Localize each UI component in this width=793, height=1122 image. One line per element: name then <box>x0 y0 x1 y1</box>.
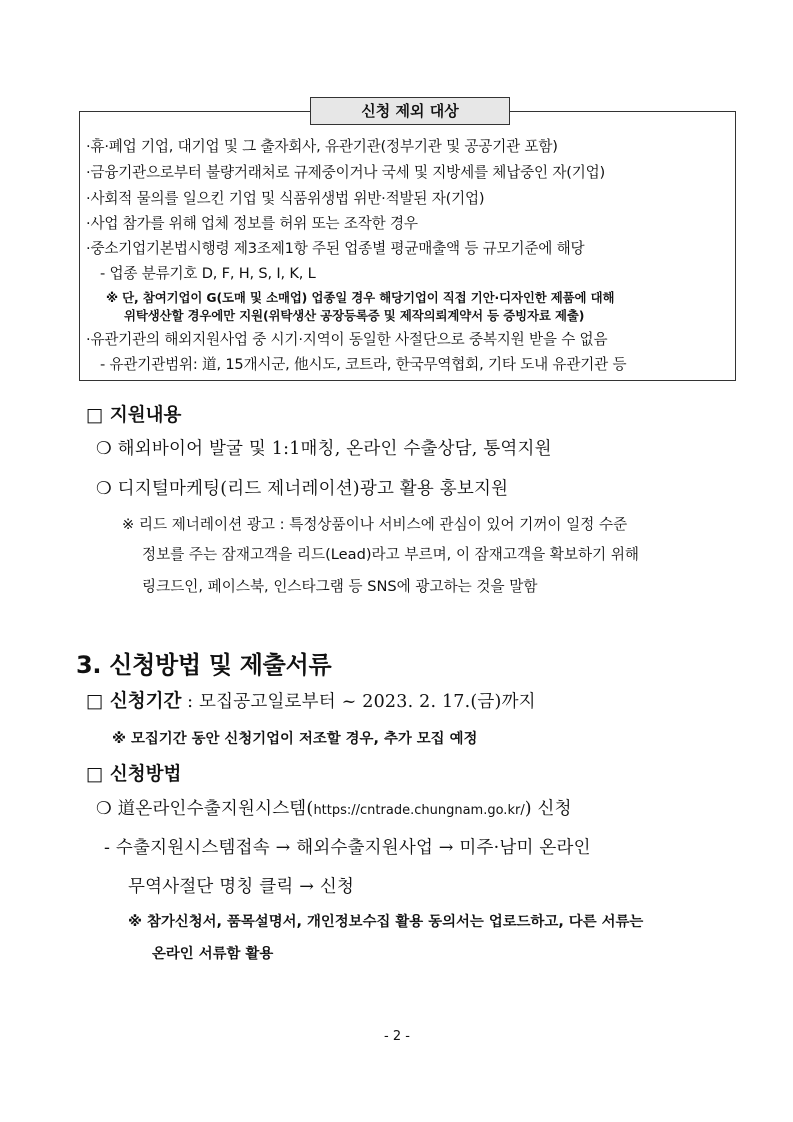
application-method-text: ❍ 道온라인수출지원시스템( <box>96 799 314 819</box>
lead-generation-note-line-3: 링크드인, 페이스북, 인스타그램 등 SNS에 광고하는 것을 말함 <box>142 578 538 595</box>
page-number: - 2 - <box>384 1029 410 1044</box>
exclusion-item-duplicate-support: ·유관기관의 해외지원사업 중 시기·지역이 동일한 사절단으로 중복지원 받을 수 없음 <box>86 331 608 348</box>
upload-note-line-2: 온라인 서류함 활용 <box>152 946 274 962</box>
application-step-line-2: 무역사절단 명칭 클릭 → 신청 <box>128 877 355 897</box>
support-heading: □ 지원내용 <box>86 405 182 426</box>
lead-generation-note-line-1: ※ 리드 제너레이션 광고 : 특정상품이나 서비스에 관심이 있어 기꺼이 일정 수준 <box>122 516 628 533</box>
exclusion-sub-related-agencies: - 유관기관범위: 道, 15개시군, 他시도, 코트라, 한국무역협회, 기타 도내 유관기관 등 <box>100 356 627 373</box>
support-item-digital-marketing: ❍ 디지털마케팅(리드 제너레이션)광고 활용 홍보지원 <box>96 479 509 499</box>
application-method-text-end: ) 신청 <box>524 799 572 819</box>
application-method-heading: □ 신청방법 <box>86 764 182 785</box>
exclusion-item-false-info: ·사업 참가를 위해 업체 정보를 허위 또는 조작한 경우 <box>86 215 418 232</box>
upload-note-line-1: ※ 참가신청서, 품목설명서, 개인정보수집 활용 동의서는 업로드하고, 다른 서류는 <box>128 914 644 930</box>
section-3-title: 3. 신청방법 및 제출서류 <box>76 651 332 679</box>
exclusion-note-line-1: ※ 단, 참여기업이 G(도매 및 소매업) 업종일 경우 해당기업이 직접 기안·디자인한 제품에 대해 <box>106 290 615 305</box>
exclusion-item-closed-businesses: ·휴·폐업 기업, 대기업 및 그 출자회사, 유관기관(정부기관 및 공공기관 포함) <box>86 138 558 155</box>
exclusion-sub-industry-codes: - 업종 분류기호 D, F, H, S, I, K, L <box>100 265 316 282</box>
support-item-buyer-matching: ❍ 해외바이어 발굴 및 1:1매칭, 온라인 수출상담, 통역지원 <box>96 439 552 459</box>
application-step-line-1: - 수출지원시스템접속 → 해외수출지원사업 → 미주·남미 온라인 <box>104 838 591 858</box>
application-system-url[interactable]: https://cntrade.chungnam.go.kr/ <box>313 803 525 818</box>
lead-generation-note-line-2: 정보를 주는 잠재고객을 리드(Lead)라고 부르며, 이 잠재고객을 확보하기 위해 <box>142 546 640 563</box>
exclusion-note-line-2: 위탁생산할 경우에만 지원(위탁생산 공장등록증 및 제작의뢰계약서 등 증빙자료 제출) <box>124 308 585 323</box>
application-period-note: ※ 모집기간 동안 신청기업이 저조할 경우, 추가 모집 예정 <box>112 731 478 747</box>
exclusion-box-title: 신청 제외 대상 <box>310 97 510 125</box>
exclusion-item-bad-credit: ·금융기관으로부터 불량거래처로 규제중이거나 국세 및 지방세를 체납중인 자(기업) <box>86 164 606 181</box>
application-method-item <box>96 795 572 820</box>
exclusion-item-size-criteria: ·중소기업기본법시행령 제3조제1항 주된 업종별 평균매출액 등 규모기준에 해당 <box>86 240 585 257</box>
exclusion-item-social-issues: ·사회적 물의를 일으킨 기업 및 식품위생법 위반·적발된 자(기업) <box>86 190 485 207</box>
application-period-label: □ 신청기간 <box>86 691 182 712</box>
application-period-text: : 모집공고일로부터 ~ 2023. 2. 17.(금)까지 <box>181 692 536 712</box>
application-period-line <box>86 687 536 713</box>
